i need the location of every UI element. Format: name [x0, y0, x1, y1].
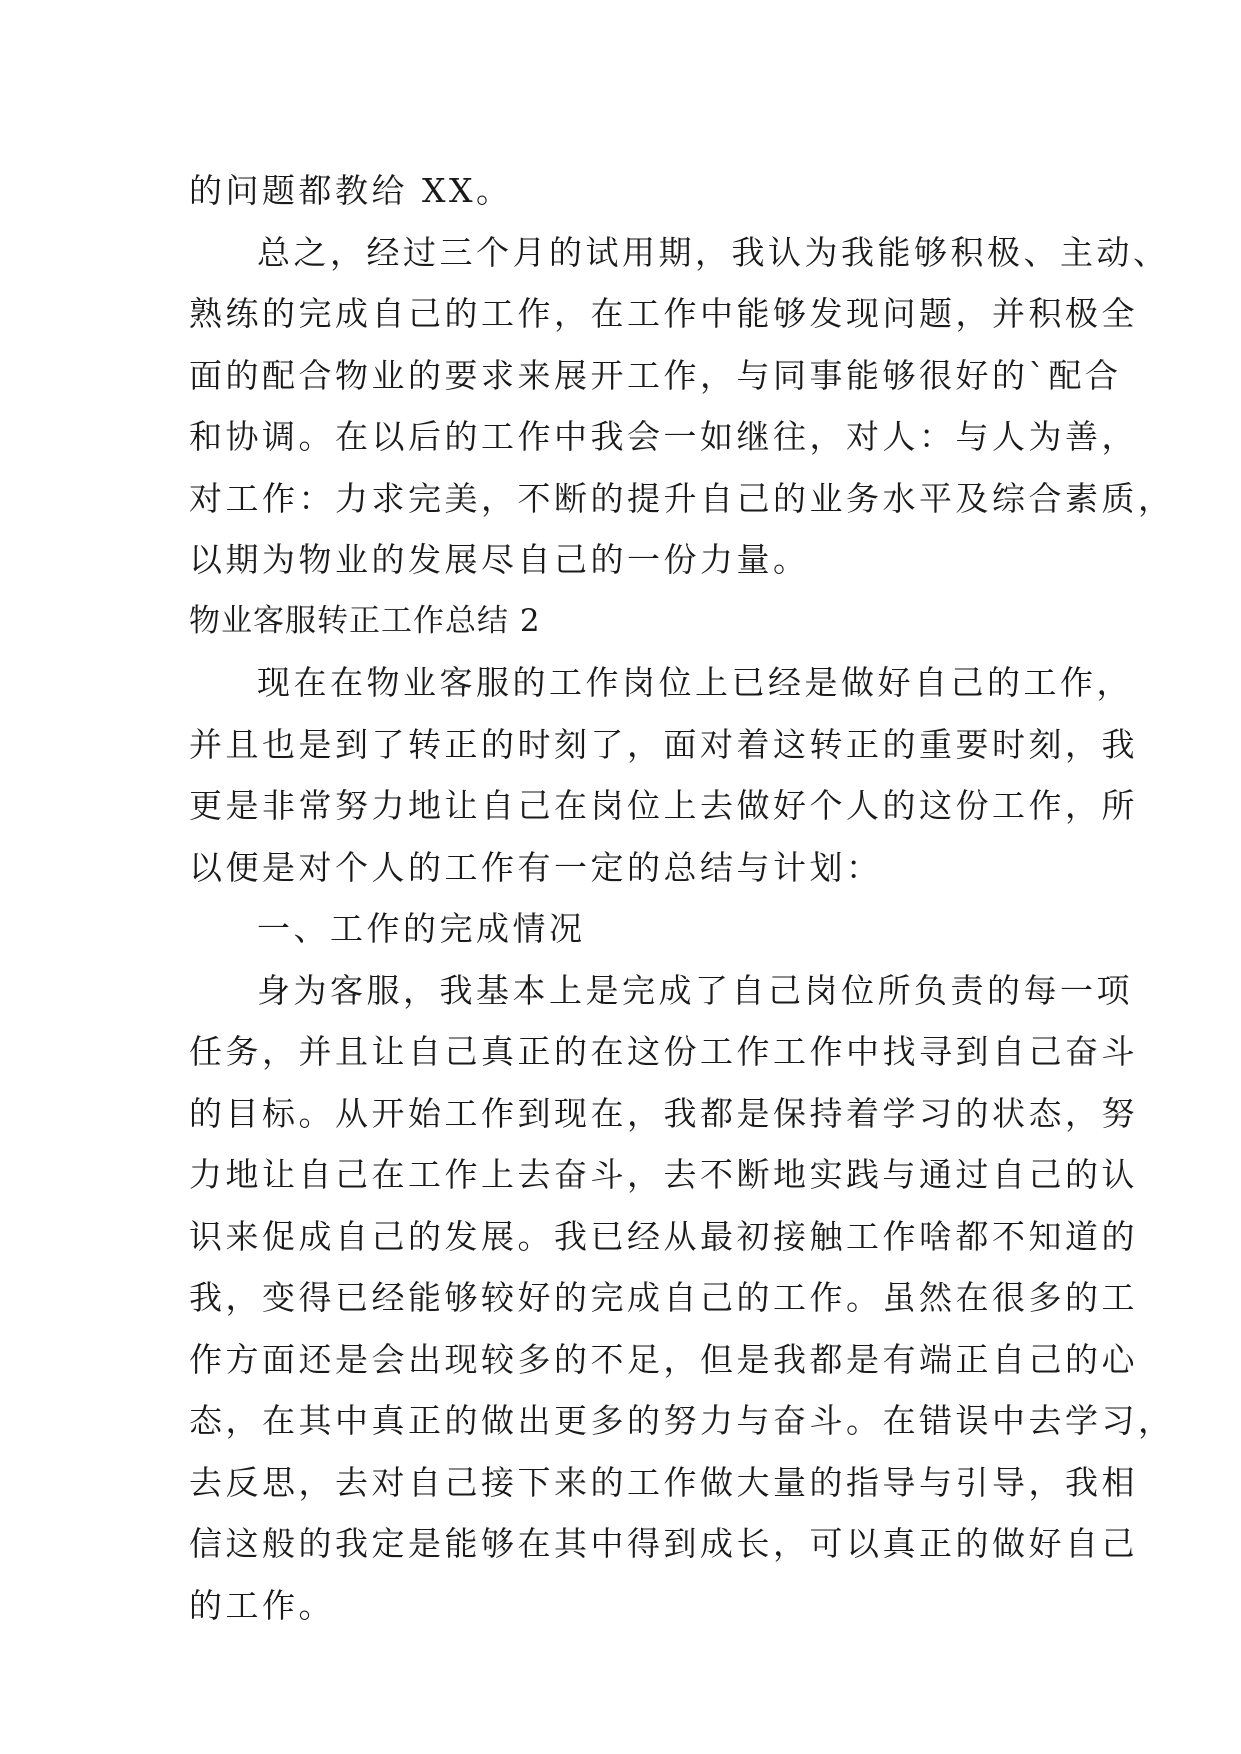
text-line: 更是非常努力地让自己在岗位上去做好个人的这份工作，所: [189, 786, 1138, 825]
text-line: 以便是对个人的工作有一定的总结与计划：: [189, 847, 883, 887]
text-line: 并且也是到了转正的时刻了，面对着这转正的重要时刻，我: [189, 724, 1138, 764]
text-line: 以期为物业的发展尽自己的一份力量。: [189, 540, 810, 579]
text-line: 的工作。: [189, 1585, 335, 1625]
text-line: 的问题都教给 XX。: [189, 171, 513, 210]
text-line: 态，在其中真正的做出更多的努力与奋斗。在错误中去学习，: [189, 1401, 1175, 1440]
text-line: 任务，并且让自己真正的在这份工作工作中找寻到自己奋斗: [189, 1032, 1138, 1071]
subsection-heading: 一、工作的完成情况: [257, 909, 586, 948]
text-line: 作方面还是会出现较多的不足，但是我都是有端正自己的心: [189, 1339, 1138, 1379]
text-line: 力地让自己在工作上去奋斗，去不断地实践与通过自己的认: [189, 1155, 1138, 1194]
text-line: 的目标。从开始工作到现在，我都是保持着学习的状态，努: [189, 1093, 1138, 1133]
paragraph-start: 现在在物业客服的工作岗位上已经是做好自己的工作，: [257, 663, 1133, 702]
document-body: [189, 160, 1175, 1636]
paragraph-start: 总之，经过三个月的试用期，我认为我能够积极、主动、: [257, 232, 1170, 272]
text-line: 信这般的我定是能够在其中得到成长，可以真正的做好自己: [189, 1524, 1138, 1563]
text-line: 对工作：力求完美，不断的提升自己的业务水平及综合素质，: [189, 478, 1175, 518]
text-line: 和协调。在以后的工作中我会一如继往，对人：与人为善，: [189, 417, 1138, 456]
text-line: 面的配合物业的要求来展开工作，与同事能够很好的`配合: [189, 355, 1122, 395]
text-line: 识来促成自己的发展。我已经从最初接触工作啥都不知道的: [189, 1216, 1138, 1256]
text-line: 我，变得已经能够较好的完成自己的工作。虽然在很多的工: [189, 1278, 1138, 1317]
text-line: 熟练的完成自己的工作，在工作中能够发现问题，并积极全: [189, 294, 1138, 333]
text-line: 去反思，去对自己接下来的工作做大量的指导与引导，我相: [189, 1462, 1138, 1502]
paragraph-start: 身为客服，我基本上是完成了自己岗位所负责的每一项: [257, 970, 1133, 1010]
section-heading: 物业客服转正工作总结 2: [189, 602, 541, 639]
